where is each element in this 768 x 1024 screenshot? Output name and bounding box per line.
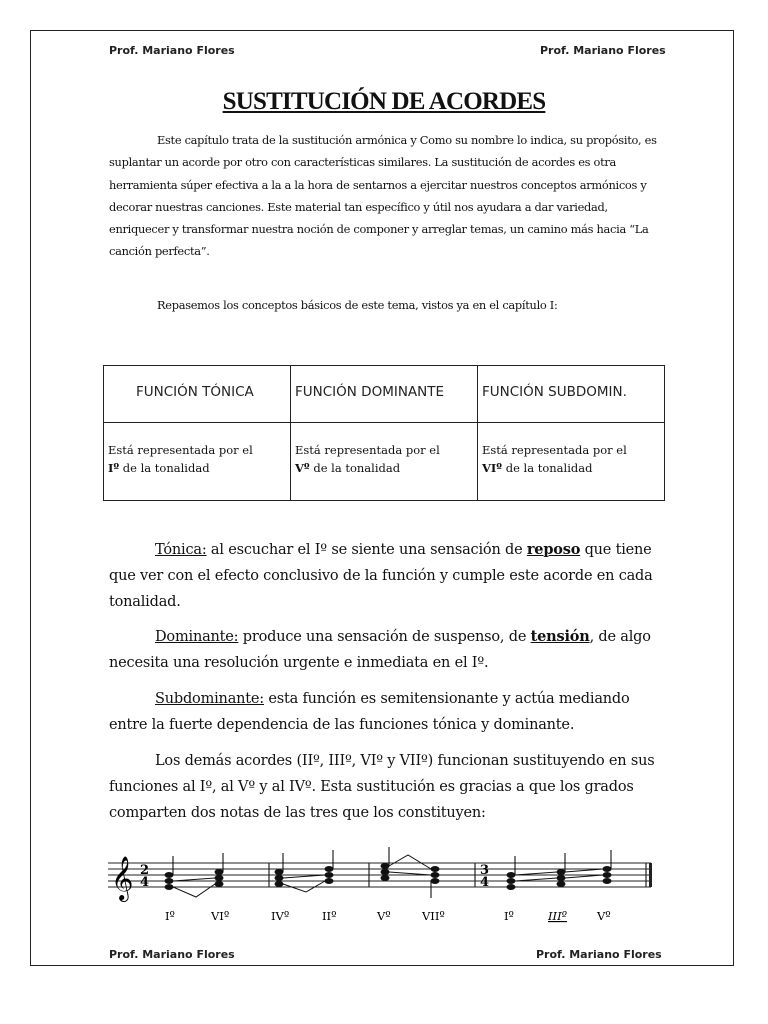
time-sig-2-top: 3 <box>480 863 490 878</box>
label-V-2: Vº <box>597 909 611 923</box>
time-sig-2-bottom: 4 <box>480 875 490 890</box>
dominante-term: Dominante: <box>155 629 239 645</box>
intro-text: Este capítulo trata de la sustitución armónica y Como su nombre lo indica, su propósito, es suplantar un acorde por otro con características similares. La sustitución de acordes es otra herramienta súper efectiva a la a la hora de sentarnos a ejercitar nuestros conceptos armónicos y decorar nuestras canciones. Este material tan específico y útil nos ayudara a dar variedad, enriquecer y transformar nuestra noción de componer y arreglar temas, un camino más hacia “La canción perfecta”. <box>109 133 657 259</box>
chord-I-1 <box>165 872 174 890</box>
final-bar <box>649 863 652 887</box>
chord-VII <box>431 866 440 884</box>
table-cell <box>104 423 291 501</box>
table-header-cell <box>104 366 291 423</box>
degree-labels <box>165 909 611 923</box>
chord-V <box>381 863 390 881</box>
functions-table <box>103 365 665 501</box>
label-III: IIIº <box>548 909 568 923</box>
footer-left: Prof. Mariano Flores <box>109 948 235 961</box>
table-header-cell <box>291 366 478 423</box>
cell-prefix: Está representada por el <box>482 443 627 457</box>
intro-paragraph <box>109 129 665 263</box>
tonica-highlight: reposo <box>526 541 581 558</box>
dominante-paragraph <box>109 624 665 676</box>
tonica-paragraph <box>109 537 665 615</box>
tonica-term: Tónica: <box>155 542 207 558</box>
label-I-2: Iº <box>504 909 514 923</box>
table-header-row <box>104 366 665 423</box>
cell-degree: Vº <box>295 461 310 475</box>
treble-clef-icon: 𝄞 <box>111 856 134 900</box>
cell-suffix: de la tonalidad <box>505 461 593 475</box>
table-cell <box>291 423 478 501</box>
dominante-text-1: produce una sensación de suspenso, de <box>238 629 531 645</box>
chord-V-2 <box>603 866 612 884</box>
cell-suffix: de la tonalidad <box>313 461 401 475</box>
chord-III <box>557 869 566 887</box>
cell-suffix: de la tonalidad <box>122 461 210 475</box>
cell-degree: VIº <box>482 461 503 475</box>
time-sig-1-bottom: 4 <box>140 875 150 890</box>
label-VII: VIIº <box>422 909 445 923</box>
dominante-text-2: , de algo necesita una resolución urgente e inmediata en el Iº. <box>109 629 651 671</box>
header-tonica: FUNCIÓN TÓNICA <box>136 384 254 400</box>
staff-lines <box>108 863 651 887</box>
label-II: IIº <box>322 909 337 923</box>
cell-degree: Iº <box>108 461 120 475</box>
chord-II <box>325 866 334 884</box>
dominante-highlight: tensión <box>530 628 590 645</box>
cell-prefix: Está representada por el <box>108 443 253 457</box>
tonica-text-2: que tiene que ver con el efecto conclusivo de la función y cumple este acorde en cada tonalidad. <box>109 542 653 610</box>
label-VI: VIº <box>211 909 230 923</box>
demas-paragraph <box>109 748 665 826</box>
header-right: Prof. Mariano Flores <box>540 44 666 57</box>
time-sig-1-top: 2 <box>140 863 150 878</box>
label-V: Vº <box>377 909 391 923</box>
cell-prefix: Está representada por el <box>295 443 440 457</box>
header-left: Prof. Mariano Flores <box>109 44 235 57</box>
table-row <box>104 423 665 501</box>
table-header-cell <box>478 366 665 423</box>
subdominante-text: esta función es semitensionante y actúa mediando entre la fuerte dependencia de las funciones tónica y dominante. <box>109 691 630 733</box>
header-subdominante: FUNCIÓN SUBDOMIN. <box>482 384 627 400</box>
subdominante-paragraph <box>109 686 665 738</box>
chords <box>165 863 612 890</box>
demas-text: Los demás acordes (IIº, IIIº, VIº y VIIº) funcionan sustituyendo en sus funciones al Iº, al Vº y al IVº. Esta sustitución es gracias a que los grados comparten dos notas de las tres que los constituyen: <box>109 753 655 821</box>
page-title: SUSTITUCIÓN DE ACORDES <box>222 88 546 115</box>
music-score <box>103 840 663 930</box>
review-sentence: Repasemos los conceptos básicos de este tema, vistos ya en el capítulo I: <box>157 298 558 312</box>
footer-right: Prof. Mariano Flores <box>536 948 662 961</box>
chord-I-2 <box>507 872 516 890</box>
subdominante-term: Subdominante: <box>155 691 264 707</box>
chord-IV <box>275 869 284 887</box>
tonica-text-1: al escuchar el Iº se siente una sensación de <box>206 542 527 558</box>
label-IV: IVº <box>271 909 290 923</box>
header-dominante: FUNCIÓN DOMINANTE <box>295 384 445 400</box>
table-cell <box>478 423 665 501</box>
label-I: Iº <box>165 909 175 923</box>
chord-VI <box>215 869 224 887</box>
